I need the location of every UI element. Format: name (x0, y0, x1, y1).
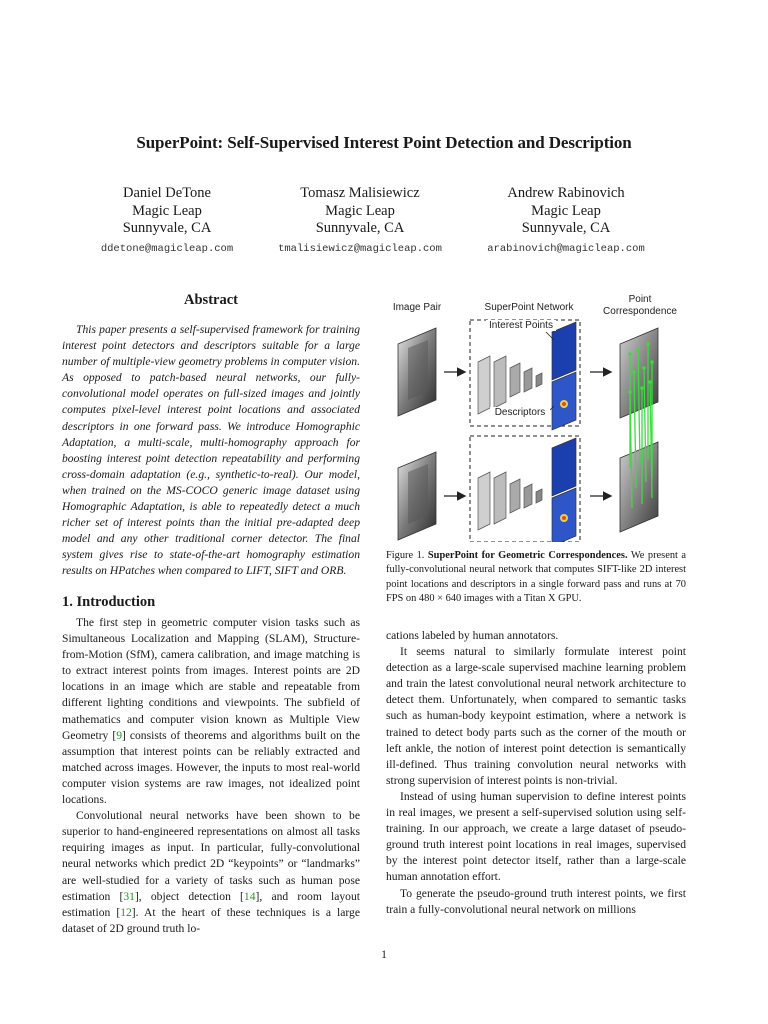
figure-superpoint-diagram (386, 292, 686, 542)
paragraph: Instead of using human supervision to define interest points in real images, we present a self-supervised solution using self-training. In our approach, we create a large dataset of pseudo-ground truth interest point locations in real images, supervised by the interest point detector itself, rather than a large-scale human annotation effort. (386, 789, 686, 884)
interest-point-map (552, 438, 576, 496)
label-superpoint-network: SuperPoint Network (484, 302, 574, 313)
author-affiliation: Magic Leap (325, 202, 395, 219)
citation-link[interactable]: 14 (243, 889, 256, 903)
author-name: Tomasz Malisiewicz (300, 185, 420, 201)
author-affiliation: Magic Leap (132, 202, 202, 219)
section-heading-introduction: 1. Introduction (62, 594, 156, 610)
input-image-top (398, 328, 436, 416)
citation-link[interactable]: 31 (123, 889, 135, 903)
abstract-heading: Abstract (184, 292, 238, 308)
author-block (456, 185, 676, 258)
page-number: 1 (381, 948, 387, 961)
author-location: Sunnyvale, CA (315, 220, 405, 236)
input-image-bottom (398, 452, 436, 540)
author-block (250, 185, 470, 258)
author-name: Andrew Rabinovich (507, 185, 625, 201)
paragraph: cations labeled by human annotators. (386, 629, 559, 642)
author-location: Sunnyvale, CA (521, 220, 611, 236)
author-block (57, 185, 277, 258)
paragraph: The first step in geometric computer vision tasks such as Simultaneous Localization and Mapping (SLAM), Structure-from-Motion (SfM), camera calibration, and image matching is to extract interest points from images. Interest points are 2D locations in an image which are stable and repeatable from different lighting conditions and viewpoints. The subfield of mathematics and computer vision known as Multiple View Geometry [9] consists of theorems and algorithms built on the assumption that interest points can be reliably extracted and matched across images. However, the inputs to most real-world computer vision systems are raw images, not idealized point locations. (62, 616, 361, 807)
author-email[interactable]: arabinovich@magicleap.com (487, 242, 645, 255)
introduction-left-column (62, 615, 360, 937)
label-descriptors: Descriptors (490, 407, 550, 418)
paragraph: It seems natural to similarly formulate interest point detection as a large-scale supervised machine learning problem and train the latest convolutional neural network architecture to detect them. Unfortunately, when compared to semantic tasks such as human-body keypoint estimation, where a network is trained to detect body parts such as the corner of the mouth or left ankle, the notion of interest point detection is semantically ill-defined. Thus training convolution neural networks with strong supervision of interest points is non-trivial. (386, 645, 686, 787)
author-name: Daniel DeTone (123, 185, 211, 201)
figure-caption: Figure 1. SuperPoint for Geometric Correspondences. We present a fully-convolutional neural network that computes SIFT-like 2D interest point locations and descriptors in a single forward pass and runs at 70 FPS on 480 × 640 images with a Titan X GPU. (386, 550, 686, 605)
network-layers-top (478, 356, 542, 414)
abstract-text: This paper presents a self-supervised framework for training interest point detectors and descriptors suitable for a large number of multiple-view geometry problems in computer vision. As opposed to patch-based neural networks, our fully-convolutional model operates on full-sized images and jointly computes pixel-level interest point locations and associated descriptors in one forward pass. We introduce Homographic Adaptation, a multi-scale, multi-homography approach for boosting interest point detection repeatability and performing cross-domain adaptation (e.g., synthetic-to-real). Our model, when trained on the MS-COCO generic image dataset using Homographic Adaptation, is able to repeatedly detect a much richer set of interest points than the initial pre-adapted deep model and any other traditional corner detector. The final system gives rise to state-of-the-art homography estimation results on HPatches when compared to LIFT, SIFT and ORB. (62, 323, 360, 578)
label-point-correspondence: Point Correspondence (603, 294, 677, 317)
label-image-pair: Image Pair (392, 302, 442, 313)
author-affiliation: Magic Leap (531, 202, 601, 219)
introduction-right-column (386, 628, 686, 918)
label-interest-points: Interest Points (486, 320, 556, 331)
citation-link[interactable]: 9 (116, 728, 123, 742)
author-email[interactable]: ddetone@magicleap.com (100, 242, 234, 255)
citation-link[interactable]: 12 (120, 905, 132, 919)
paragraph: Convolutional neural networks have been shown to be superior to hand-engineered representations on almost all tasks requiring images as input. In particular, fully-convolutional neural networks which predict 2D “keypoints” or “landmarks” are well-studied for a variety of tasks such as human pose estimation [31], object detection [14], and room layout estimation [12]. At the heart of these techniques is a large dataset of 2D ground truth lo- (62, 809, 360, 935)
author-email[interactable]: tmalisiewicz@magicleap.com (278, 242, 442, 255)
author-location: Sunnyvale, CA (122, 220, 212, 236)
network-layers-bottom (478, 472, 542, 530)
paragraph: To generate the pseudo-ground truth interest points, we first train a fully-convolutional neural network on millions (386, 886, 686, 916)
paper-title: SuperPoint: Self-Supervised Interest Point Detection and Description (136, 133, 632, 152)
